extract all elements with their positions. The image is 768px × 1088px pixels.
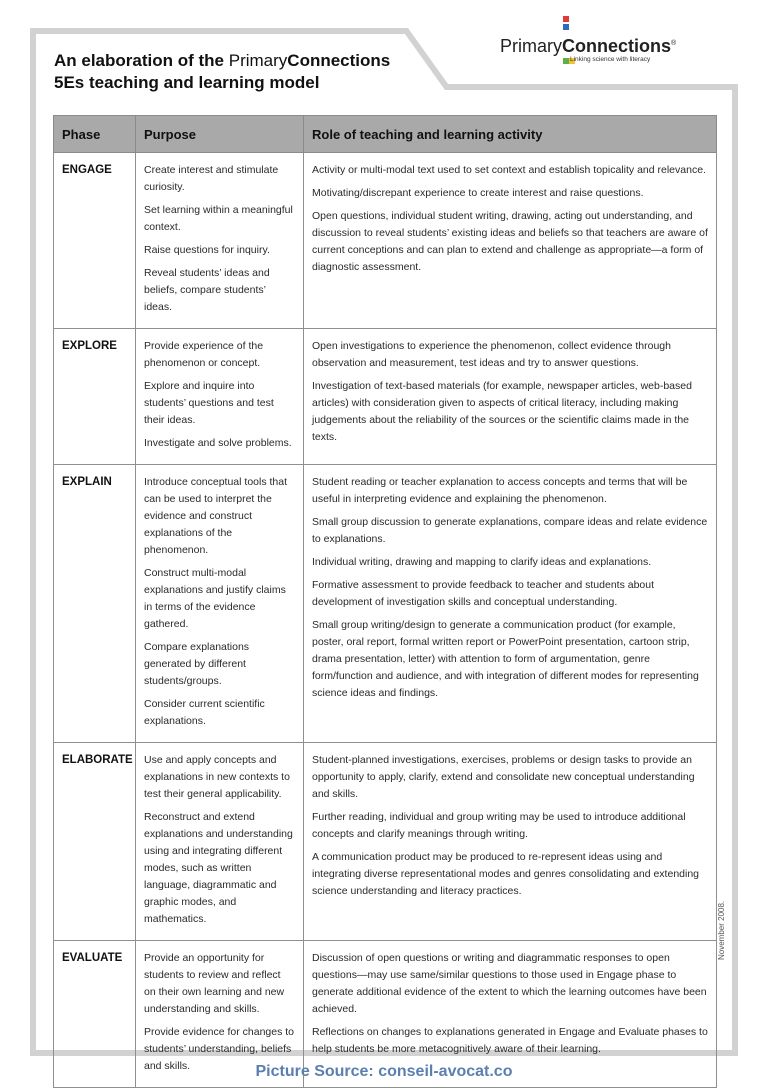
- purpose-item: Provide experience of the phenomenon or concept.: [144, 340, 264, 369]
- header-phase: Phase: [54, 116, 136, 153]
- phase-cell: EXPLORE: [54, 329, 136, 465]
- header-role: Role of teaching and learning activity: [304, 116, 717, 153]
- role-item: Small group writing/design to generate a communication product (for example, poster, oral report, formal written report or PowerPoint presentation, cartoon strip, drama presentation, letter) with attention to form of argumentation, genre form/function and audience, and with integration of different modes for representing science ideas and findings.: [312, 619, 699, 699]
- role-item: Investigation of text-based materials (for example, newspaper articles, web-based articles) with consideration given to aspects of critical literacy, including making judgements about the reliability of the sources or the scientific claims made in the texts.: [312, 380, 692, 443]
- purpose-cell: [136, 329, 304, 465]
- phase-cell: ELABORATE: [54, 743, 136, 941]
- role-item: Student-planned investigations, exercises, problems or design tasks to provide an opportunity to apply, clarify, extend and consolidate new conceptual understanding and skills.: [312, 754, 695, 800]
- role-item: Reflections on changes to explanations generated in Engage and Evaluate phases to help students be more metacognitively aware of their learning.: [312, 1026, 708, 1055]
- purpose-cell: [136, 465, 304, 743]
- role-item: A communication product may be produced to re-represent ideas using and integrating diverse representational modes and genres consolidating and extending science understanding and literacy practices.: [312, 851, 700, 897]
- role-cell: [304, 329, 717, 465]
- logo-text-regular: Primary: [500, 36, 562, 56]
- purpose-item: Investigate and solve problems.: [144, 437, 292, 449]
- logo-square-green: [563, 58, 569, 64]
- table-row: [54, 153, 717, 329]
- purpose-item: Compare explanations generated by different students/groups.: [144, 641, 250, 687]
- purpose-item: Construct multi-modal explanations and justify claims in terms of the evidence gathered.: [144, 567, 286, 630]
- logo-square-blue: [563, 24, 569, 30]
- picture-source-caption: Picture Source: conseil-avocat.co: [255, 1063, 513, 1080]
- header-purpose: Purpose: [136, 116, 304, 153]
- purpose-item: Provide evidence for changes to students’ understanding, beliefs and skills.: [144, 1026, 295, 1072]
- primary-connections-logo: [500, 16, 680, 76]
- table-row: [54, 329, 717, 465]
- role-item: Motivating/discrepant experience to create interest and raise questions.: [312, 187, 644, 199]
- role-item: Open investigations to experience the phenomenon, collect evidence through observation and measurement, test ideas and try to answer questions.: [312, 340, 671, 369]
- purpose-item: Explore and inquire into students’ questions and test their ideas.: [144, 380, 274, 426]
- title-brand-bold: Connections: [287, 51, 391, 70]
- document-title: [54, 50, 390, 94]
- role-item: Discussion of open questions or writing and diagrammatic responses to open questions—may use same/similar questions to those used in Engage phase to generate additional evidence of the extent to which the learning outcomes have been achieved.: [312, 952, 707, 1015]
- title-brand: [229, 51, 391, 70]
- role-cell: [304, 465, 717, 743]
- purpose-cell: [136, 743, 304, 941]
- purpose-item: Consider current scientific explanations.: [144, 698, 265, 727]
- purpose-item: Set learning within a meaningful context.: [144, 204, 293, 233]
- phase-cell: EVALUATE: [54, 941, 136, 1088]
- table-row: [54, 743, 717, 941]
- role-item: Small group discussion to generate explanations, compare ideas and relate evidence to explanations.: [312, 516, 708, 545]
- purpose-item: Use and apply concepts and explanations in new contexts to test their general applicability.: [144, 754, 290, 800]
- role-item: Student reading or teacher explanation to access concepts and terms that will be useful in interpreting evidence and explaining the phenomenon.: [312, 476, 688, 505]
- role-item: Formative assessment to provide feedback to teacher and students about development of investigation skills and conceptual understanding.: [312, 579, 655, 608]
- purpose-item: Create interest and stimulate curiosity.: [144, 164, 279, 193]
- purpose-item: Reconstruct and extend explanations and understanding using and integrating different modes, such as written language, diagrammatic and graphic modes, and mathematics.: [144, 811, 293, 925]
- logo-square-red: [563, 16, 569, 22]
- 5es-model-table: [53, 115, 717, 1088]
- logo-text: [500, 36, 676, 57]
- phase-cell: EXPLAIN: [54, 465, 136, 743]
- title-prefix: An elaboration of the: [54, 51, 229, 70]
- logo-text-bold: Connections: [562, 36, 672, 56]
- purpose-item: Provide an opportunity for students to review and reflect on their own learning and new understanding and skills.: [144, 952, 285, 1015]
- table-header-row: [54, 116, 717, 153]
- role-item: Activity or multi-modal text used to set context and establish topicality and relevance.: [312, 164, 706, 176]
- role-item: Open questions, individual student writing, drawing, acting out understanding, and discussion to reveal students’ existing ideas and beliefs so that teachers are aware of current conceptions and can plan to extend and challenge as appropriate—a form of diagnostic assessment.: [312, 210, 708, 273]
- title-line-2: 5Es teaching and learning model: [54, 73, 320, 92]
- logo-registered-mark: ®: [671, 40, 677, 47]
- purpose-item: Raise questions for inquiry.: [144, 244, 270, 256]
- purpose-item: Introduce conceptual tools that can be used to interpret the evidence and construct explanations of the phenomenon.: [144, 476, 288, 556]
- phase-cell: ENGAGE: [54, 153, 136, 329]
- role-cell: [304, 743, 717, 941]
- logo-tagline: Linking science with literacy: [570, 56, 651, 63]
- date-note: November 2008.: [717, 900, 726, 960]
- purpose-cell: [136, 153, 304, 329]
- title-brand-regular: Primary: [228, 51, 288, 70]
- purpose-item: Reveal students’ ideas and beliefs, compare students’ ideas.: [144, 267, 270, 313]
- role-cell: [304, 153, 717, 329]
- table-row: [54, 465, 717, 743]
- role-item: Individual writing, drawing and mapping to clarify ideas and explanations.: [312, 556, 652, 568]
- role-item: Further reading, individual and group writing may be used to introduce additional concepts and clarify meanings through writing.: [312, 811, 686, 840]
